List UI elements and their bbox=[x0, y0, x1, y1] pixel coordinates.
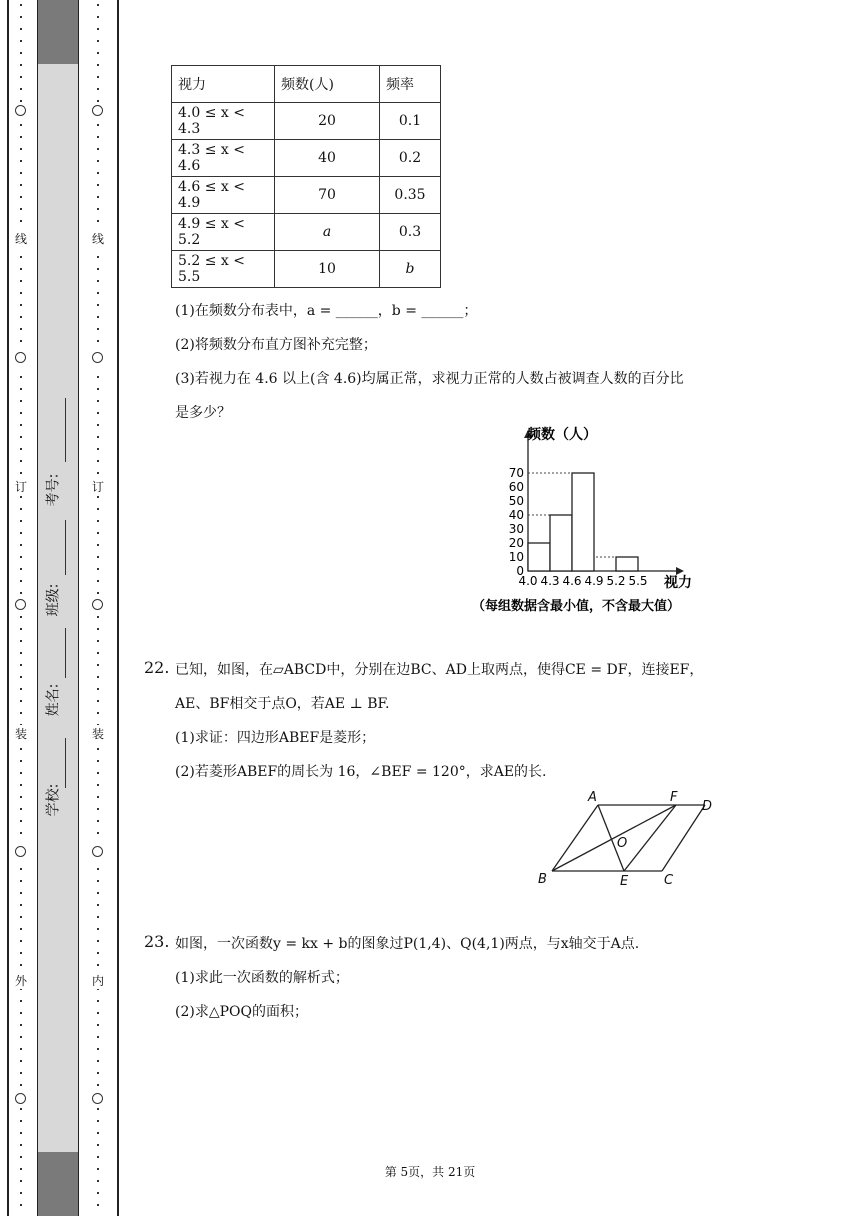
binding-dot bbox=[97, 1120, 99, 1122]
binding-dot bbox=[20, 1024, 22, 1026]
q23-part2: (2)求△POQ的面积； bbox=[175, 1004, 308, 1020]
binding-dot bbox=[20, 1060, 22, 1062]
binding-dot bbox=[20, 928, 22, 930]
binding-dot bbox=[20, 340, 22, 342]
name-line bbox=[65, 628, 66, 678]
binding-dot bbox=[97, 640, 99, 642]
binding-dot bbox=[97, 1024, 99, 1026]
binding-dot bbox=[97, 88, 99, 90]
binding-dot bbox=[20, 100, 22, 102]
label-c: C bbox=[664, 873, 674, 888]
binding-circle bbox=[15, 1093, 26, 1104]
binding-dot bbox=[97, 760, 99, 762]
binding-dot bbox=[97, 544, 99, 546]
binding-dot bbox=[97, 196, 99, 198]
histogram-bar bbox=[572, 473, 594, 571]
table-cell: 0.3 bbox=[380, 214, 441, 251]
binding-dot bbox=[20, 712, 22, 714]
binding-dark-top bbox=[38, 0, 78, 64]
binding-dot bbox=[20, 1012, 22, 1014]
binding-dot bbox=[97, 424, 99, 426]
binding-dot bbox=[97, 1192, 99, 1194]
binding-dot bbox=[20, 1156, 22, 1158]
binding-dot bbox=[20, 508, 22, 510]
binding-dot bbox=[20, 88, 22, 90]
binding-dot bbox=[97, 748, 99, 750]
binding-dot bbox=[20, 1000, 22, 1002]
side-ba bbox=[552, 805, 598, 871]
table-cell: 0.1 bbox=[380, 103, 441, 140]
binding-dot bbox=[97, 520, 99, 522]
binding-dot bbox=[97, 532, 99, 534]
x-axis-arrow bbox=[676, 567, 684, 575]
y-tick-label: 60 bbox=[508, 480, 524, 494]
binding-dot bbox=[97, 304, 99, 306]
binding-dot bbox=[97, 160, 99, 162]
y-tick-label: 0 bbox=[516, 564, 524, 578]
table-header: 视力 bbox=[172, 66, 275, 103]
binding-dot bbox=[20, 40, 22, 42]
binding-dot bbox=[97, 256, 99, 258]
q22-part1: (1)求证：四边形ABEF是菱形； bbox=[175, 730, 376, 746]
binding-dot bbox=[97, 28, 99, 30]
binding-dot bbox=[97, 16, 99, 18]
binding-dot bbox=[97, 1060, 99, 1062]
binding-dot bbox=[20, 748, 22, 750]
binding-dot bbox=[97, 316, 99, 318]
binding-circle bbox=[15, 846, 26, 857]
inner-char-xian: 线 bbox=[91, 232, 104, 246]
label-e: E bbox=[620, 874, 629, 889]
binding-dot bbox=[20, 832, 22, 834]
binding-dot bbox=[97, 664, 99, 666]
binding-dot bbox=[97, 1072, 99, 1074]
binding-dot bbox=[20, 208, 22, 210]
binding-dot bbox=[20, 904, 22, 906]
table-row bbox=[172, 140, 441, 177]
binding-circle bbox=[92, 599, 103, 610]
binding-dot bbox=[97, 340, 99, 342]
binding-dot bbox=[20, 1180, 22, 1182]
binding-dot bbox=[20, 268, 22, 270]
class-line bbox=[65, 520, 66, 575]
binding-dot bbox=[20, 1048, 22, 1050]
table-cell: 70 bbox=[275, 177, 380, 214]
binding-dot bbox=[20, 1036, 22, 1038]
binding-dot bbox=[97, 280, 99, 282]
binding-dot bbox=[20, 688, 22, 690]
binding-dot bbox=[20, 220, 22, 222]
gray-left-edge bbox=[37, 0, 38, 1216]
binding-dot bbox=[97, 64, 99, 66]
class-label: 班级: bbox=[45, 583, 62, 617]
binding-dot bbox=[20, 292, 22, 294]
binding-dot bbox=[97, 892, 99, 894]
outer-char-wai: 外 bbox=[14, 974, 27, 988]
binding-dot bbox=[97, 796, 99, 798]
binding-dot bbox=[20, 4, 22, 6]
exam-no-label: 考号: bbox=[45, 473, 62, 507]
binding-dot bbox=[20, 892, 22, 894]
q23-line1: 如图，一次函数y = kx + b的图象过P(1,4)、Q(4,1)两点，与x轴交于A点. bbox=[175, 936, 640, 952]
binding-dot bbox=[97, 136, 99, 138]
q22-line1: 已知，如图，在▱ABCD中，分别在边BC、AD上取两点，使得CE = DF，连接EF， bbox=[175, 662, 704, 678]
q21-part1: (1)在频数分布表中，a = ______，b = ______； bbox=[175, 303, 478, 319]
binding-circle bbox=[15, 599, 26, 610]
binding-dot bbox=[20, 940, 22, 942]
binding-dot bbox=[20, 544, 22, 546]
binding-dot bbox=[97, 220, 99, 222]
binding-dot bbox=[20, 1192, 22, 1194]
binding-dot bbox=[97, 4, 99, 6]
binding-dot bbox=[20, 412, 22, 414]
table-header: 频率 bbox=[380, 66, 441, 103]
binding-dot bbox=[20, 376, 22, 378]
table-row bbox=[172, 103, 441, 140]
binding-dot bbox=[97, 208, 99, 210]
binding-dot bbox=[97, 652, 99, 654]
binding-dot bbox=[20, 616, 22, 618]
binding-dot bbox=[20, 460, 22, 462]
binding-dot bbox=[20, 760, 22, 762]
school-line bbox=[65, 738, 66, 788]
q23-part1: (1)求此一次函数的解析式； bbox=[175, 970, 349, 986]
table-cell: 20 bbox=[275, 103, 380, 140]
binding-dot bbox=[97, 400, 99, 402]
table-cell: 40 bbox=[275, 140, 380, 177]
binding-dot bbox=[97, 904, 99, 906]
binding-dot bbox=[97, 292, 99, 294]
binding-dot bbox=[20, 172, 22, 174]
chart-note: （每组数据含最小值，不含最大值） bbox=[472, 599, 681, 614]
binding-dot bbox=[97, 568, 99, 570]
binding-dot bbox=[20, 592, 22, 594]
binding-dot bbox=[97, 592, 99, 594]
binding-dot bbox=[20, 664, 22, 666]
binding-dot bbox=[97, 940, 99, 942]
binding-dot bbox=[20, 964, 22, 966]
binding-dot bbox=[97, 952, 99, 954]
binding-dot bbox=[20, 796, 22, 798]
binding-dot bbox=[20, 304, 22, 306]
binding-dot bbox=[97, 784, 99, 786]
y-tick-label: 30 bbox=[508, 522, 524, 536]
table-cell: 4.6 ≤ x < 4.9 bbox=[172, 177, 275, 214]
table-row bbox=[172, 251, 441, 288]
binding-dot bbox=[20, 448, 22, 450]
histogram-bar bbox=[616, 557, 638, 571]
binding-dot bbox=[97, 1204, 99, 1206]
q23-number: 23. bbox=[144, 932, 170, 951]
y-tick-label: 40 bbox=[508, 508, 524, 522]
binding-dot bbox=[97, 376, 99, 378]
histogram-bar bbox=[528, 543, 550, 571]
table-cell: 10 bbox=[275, 251, 380, 288]
x-tick-label: 5.5 bbox=[628, 574, 648, 588]
table-cell: 4.9 ≤ x < 5.2 bbox=[172, 214, 275, 251]
binding-dot bbox=[20, 316, 22, 318]
binding-dot bbox=[97, 628, 99, 630]
binding-dot bbox=[97, 1036, 99, 1038]
inner-char-zhuang: 装 bbox=[91, 727, 104, 741]
inner-char-nei: 内 bbox=[91, 974, 104, 988]
binding-dot bbox=[97, 496, 99, 498]
page-footer: 第 5页，共 21页 bbox=[384, 1165, 476, 1179]
binding-dot bbox=[97, 52, 99, 54]
binding-dot bbox=[97, 880, 99, 882]
binding-circle bbox=[92, 105, 103, 116]
binding-dot bbox=[97, 772, 99, 774]
binding-dot bbox=[97, 100, 99, 102]
binding-dot bbox=[20, 52, 22, 54]
binding-dot bbox=[20, 700, 22, 702]
binding-dot bbox=[20, 184, 22, 186]
q22-line2: AE、BF相交于点O，若AE ⊥ BF. bbox=[175, 696, 390, 712]
binding-dot bbox=[20, 628, 22, 630]
binding-dot bbox=[20, 952, 22, 954]
table-cell: a bbox=[275, 214, 380, 251]
q22-part2: (2)若菱形ABEF的周长为 16，∠BEF = 120°，求AE的长. bbox=[175, 764, 547, 780]
chart-ylabel: 频数（人） bbox=[527, 427, 597, 443]
label-d: D bbox=[702, 799, 713, 814]
binding-dot bbox=[97, 1084, 99, 1086]
binding-dot bbox=[97, 508, 99, 510]
binding-dot bbox=[20, 472, 22, 474]
binding-dot bbox=[20, 124, 22, 126]
binding-dot bbox=[20, 1108, 22, 1110]
binding-dot bbox=[97, 868, 99, 870]
y-tick-label: 20 bbox=[508, 536, 524, 550]
binding-dot bbox=[97, 328, 99, 330]
label-a: A bbox=[588, 790, 597, 805]
binding-dot bbox=[97, 616, 99, 618]
binding-dot bbox=[97, 172, 99, 174]
binding-circle bbox=[92, 846, 103, 857]
table-cell: b bbox=[380, 251, 441, 288]
table-header-row bbox=[172, 66, 441, 103]
binding-dot bbox=[97, 472, 99, 474]
q21-part3-cont: 是多少？ bbox=[175, 405, 231, 421]
binding-dot bbox=[97, 184, 99, 186]
binding-dot bbox=[20, 1132, 22, 1134]
binding-dot bbox=[20, 568, 22, 570]
binding-dot bbox=[97, 448, 99, 450]
binding-dot bbox=[20, 676, 22, 678]
binding-dot bbox=[20, 388, 22, 390]
table-row bbox=[172, 177, 441, 214]
binding-dot bbox=[97, 808, 99, 810]
outer-char-xian: 线 bbox=[14, 232, 27, 246]
gray-right-edge bbox=[78, 0, 79, 1216]
binding-dot bbox=[20, 640, 22, 642]
binding-dot bbox=[97, 688, 99, 690]
label-b: B bbox=[538, 872, 547, 887]
binding-dot bbox=[20, 580, 22, 582]
binding-dot bbox=[97, 916, 99, 918]
binding-dot bbox=[97, 1000, 99, 1002]
binding-dot bbox=[20, 256, 22, 258]
binding-dot bbox=[20, 1204, 22, 1206]
x-tick-label: 4.0 bbox=[518, 574, 538, 588]
binding-dot bbox=[97, 1012, 99, 1014]
binding-dot bbox=[97, 460, 99, 462]
chart-xlabel: 视力 bbox=[664, 575, 692, 591]
school-label: 学校: bbox=[45, 783, 62, 817]
binding-dot bbox=[97, 712, 99, 714]
binding-dot bbox=[20, 1120, 22, 1122]
binding-dot bbox=[97, 928, 99, 930]
x-tick-label: 5.2 bbox=[606, 574, 626, 588]
binding-dot bbox=[97, 820, 99, 822]
binding-dot bbox=[20, 784, 22, 786]
binding-dot bbox=[97, 700, 99, 702]
binding-dot bbox=[20, 436, 22, 438]
binding-circle bbox=[92, 352, 103, 363]
binding-dot bbox=[97, 76, 99, 78]
binding-inner-border bbox=[117, 0, 119, 1216]
binding-dot bbox=[20, 532, 22, 534]
binding-dot bbox=[97, 1156, 99, 1158]
binding-dot bbox=[97, 832, 99, 834]
table-cell: 0.2 bbox=[380, 140, 441, 177]
label-o: O bbox=[617, 836, 628, 851]
binding-dot bbox=[20, 556, 22, 558]
table-cell: 4.0 ≤ x < 4.3 bbox=[172, 103, 275, 140]
y-tick-label: 70 bbox=[508, 466, 524, 480]
binding-dot bbox=[97, 412, 99, 414]
histogram-chart bbox=[470, 420, 750, 625]
binding-dot bbox=[20, 280, 22, 282]
binding-dot bbox=[20, 916, 22, 918]
segment-bf bbox=[552, 805, 676, 871]
x-tick-label: 4.3 bbox=[540, 574, 560, 588]
binding-dot bbox=[97, 964, 99, 966]
binding-dot bbox=[20, 160, 22, 162]
binding-dot bbox=[97, 1108, 99, 1110]
table-row bbox=[172, 214, 441, 251]
parallelogram-figure bbox=[530, 785, 730, 895]
binding-dot bbox=[97, 1144, 99, 1146]
inner-dotted-line bbox=[92, 0, 106, 1216]
binding-dot bbox=[20, 880, 22, 882]
binding-dot bbox=[20, 328, 22, 330]
binding-dot bbox=[97, 148, 99, 150]
binding-dot bbox=[97, 124, 99, 126]
binding-dot bbox=[20, 1084, 22, 1086]
x-tick-label: 4.9 bbox=[584, 574, 604, 588]
binding-dot bbox=[97, 580, 99, 582]
binding-dot bbox=[20, 820, 22, 822]
binding-dot bbox=[20, 808, 22, 810]
binding-dot bbox=[97, 1132, 99, 1134]
binding-dot bbox=[20, 1144, 22, 1146]
binding-dot bbox=[20, 424, 22, 426]
q22-number: 22. bbox=[144, 658, 170, 677]
binding-circle bbox=[92, 1093, 103, 1104]
label-f: F bbox=[670, 790, 678, 805]
binding-dot bbox=[20, 772, 22, 774]
binding-dot bbox=[97, 1048, 99, 1050]
x-tick-label: 4.6 bbox=[562, 574, 582, 588]
binding-dot bbox=[97, 268, 99, 270]
outer-char-zhuang: 装 bbox=[14, 727, 27, 741]
q21-part3: (3)若视力在 4.6 以上(含 4.6)均属正常，求视力正常的人数占被调查人数的百分比 bbox=[175, 371, 684, 387]
binding-dot bbox=[97, 436, 99, 438]
binding-dot bbox=[97, 1180, 99, 1182]
binding-circle bbox=[15, 352, 26, 363]
outer-char-ding: 订 bbox=[14, 480, 27, 494]
binding-dot bbox=[97, 40, 99, 42]
binding-dot bbox=[20, 196, 22, 198]
binding-dot bbox=[20, 136, 22, 138]
binding-dot bbox=[20, 652, 22, 654]
y-tick-label: 50 bbox=[508, 494, 524, 508]
binding-dark-bottom bbox=[38, 1152, 78, 1216]
table-cell: 0.35 bbox=[380, 177, 441, 214]
binding-dot bbox=[20, 868, 22, 870]
binding-dot bbox=[97, 388, 99, 390]
table-cell: 4.3 ≤ x < 4.6 bbox=[172, 140, 275, 177]
binding-dot bbox=[20, 64, 22, 66]
table-header: 频数(人) bbox=[275, 66, 380, 103]
binding-dot bbox=[20, 520, 22, 522]
binding-outer-border bbox=[7, 0, 9, 1216]
binding-dot bbox=[20, 16, 22, 18]
name-label: 姓名: bbox=[45, 683, 62, 717]
binding-dot bbox=[97, 556, 99, 558]
binding-dot bbox=[20, 496, 22, 498]
q21-part2: (2)将频数分布直方图补充完整； bbox=[175, 337, 377, 353]
frequency-table bbox=[171, 65, 441, 288]
y-tick-label: 10 bbox=[508, 550, 524, 564]
binding-circle bbox=[15, 105, 26, 116]
histogram-bar bbox=[550, 515, 572, 571]
exam-no-line bbox=[65, 398, 66, 462]
binding-dot bbox=[20, 28, 22, 30]
inner-char-ding: 订 bbox=[91, 480, 104, 494]
binding-dot bbox=[20, 400, 22, 402]
table-cell: 5.2 ≤ x < 5.5 bbox=[172, 251, 275, 288]
binding-dot bbox=[20, 76, 22, 78]
binding-dot bbox=[20, 148, 22, 150]
binding-dot bbox=[97, 676, 99, 678]
outer-dotted-line bbox=[15, 0, 29, 1216]
binding-dot bbox=[20, 1072, 22, 1074]
